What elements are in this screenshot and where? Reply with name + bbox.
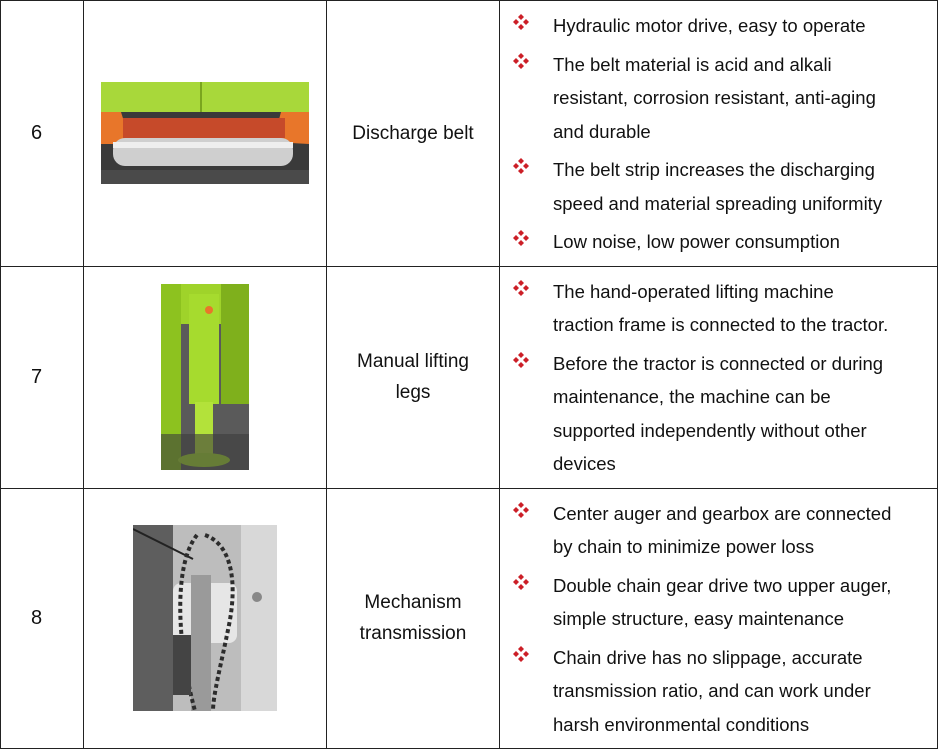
row-number: 7 [1, 266, 84, 488]
bullet-icon [512, 573, 530, 591]
feature-list [500, 1, 937, 266]
bullet-icon [512, 351, 530, 369]
feature-item: Before the tractor is connected or during maintenance, the machine can be supported independently without other devices [500, 347, 937, 481]
feature-cell [500, 1, 938, 267]
lifting-leg-photo [161, 284, 249, 470]
feature-list [500, 489, 937, 749]
component-name: Discharge belt [327, 1, 500, 267]
photo-cell [84, 1, 327, 267]
photo-cell [84, 488, 327, 749]
feature-item: Hydraulic motor drive, easy to operate [500, 9, 937, 43]
bullet-icon [512, 52, 530, 70]
feature-item: Double chain gear drive two upper auger, simple structure, easy maintenance [500, 569, 937, 636]
bullet-icon [512, 501, 530, 519]
bullet-icon [512, 279, 530, 297]
chain-transmission-photo [133, 525, 277, 711]
table-row [1, 266, 938, 488]
feature-item: The hand-operated lifting machine traction frame is connected to the tractor. [500, 275, 937, 342]
feature-item: Low noise, low power consumption [500, 225, 937, 259]
feature-item: Chain drive has no slippage, accurate transmission ratio, and can work under harsh environmental conditions [500, 641, 937, 742]
feature-cell [500, 488, 938, 749]
bullet-icon [512, 645, 530, 663]
feature-item: The belt strip increases the discharging speed and material spreading uniformity [500, 153, 937, 220]
component-name: Manual lifting legs [327, 266, 500, 488]
bullet-icon [512, 13, 530, 31]
row-number: 6 [1, 1, 84, 267]
row-number: 8 [1, 488, 84, 749]
feature-cell [500, 266, 938, 488]
feature-list [500, 267, 937, 488]
feature-item: Center auger and gearbox are connected by chain to minimize power loss [500, 497, 937, 564]
feature-item: The belt material is acid and alkali resistant, corrosion resistant, anti-aging and durable [500, 48, 937, 149]
photo-cell [84, 266, 327, 488]
table-row [1, 488, 938, 749]
table-row [1, 1, 938, 267]
bullet-icon [512, 157, 530, 175]
discharge-belt-photo [101, 82, 309, 184]
component-name: Mechanism transmission [327, 488, 500, 749]
bullet-icon [512, 229, 530, 247]
